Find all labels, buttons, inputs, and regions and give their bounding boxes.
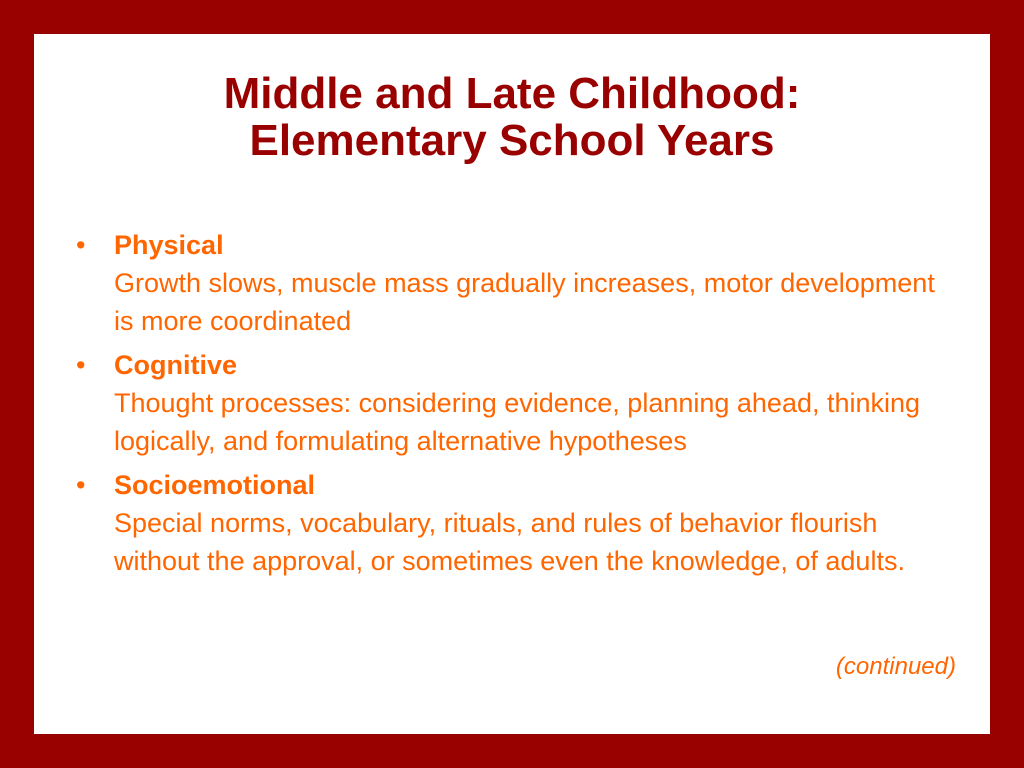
bullet-marker: • <box>76 470 86 500</box>
slide-title-line-1: Middle and Late Childhood: <box>223 69 801 118</box>
bullet-heading-cognitive: Cognitive <box>114 350 238 380</box>
slide-title <box>34 70 990 164</box>
bullet-heading-socioemotional: Socioemotional <box>114 470 316 500</box>
bullet-item-cognitive <box>70 346 960 460</box>
bullet-body-physical: Growth slows, muscle mass gradually increases, motor development is more coordinated <box>114 268 935 336</box>
bullet-body-cognitive: Thought processes: considering evidence, planning ahead, thinking logically, and formulating alternative hypotheses <box>114 388 921 456</box>
bullet-heading-physical: Physical <box>114 230 224 260</box>
bullet-marker: • <box>76 350 86 380</box>
bullet-item-physical <box>70 226 960 340</box>
bullet-list <box>70 226 960 586</box>
bullet-item-socioemotional <box>70 466 960 580</box>
bullet-body-socioemotional: Special norms, vocabulary, rituals, and rules of behavior flourish without the approval, or sometimes even the knowledge, of adults. <box>114 508 905 576</box>
bullet-marker: • <box>76 230 86 260</box>
slide-content-panel <box>34 34 990 734</box>
slide-title-line-2: Elementary School Years <box>249 116 775 165</box>
continued-note: (continued) <box>835 653 956 680</box>
